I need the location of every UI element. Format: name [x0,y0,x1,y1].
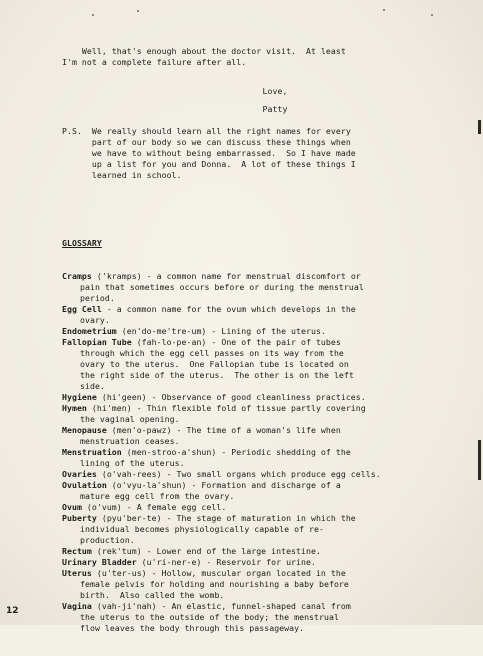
glossary-term: Hygiene [62,392,97,402]
glossary-term: Ovulation [62,480,107,490]
glossary-definition-line: birth. Also called the womb. [80,590,225,600]
glossary-term: Egg Cell [62,304,102,314]
glossary-definition-line: through which the egg cell passes on its way from the [80,348,344,358]
glossary-entry-first-line [62,271,462,282]
postscript-line: learned in school. [62,170,182,180]
glossary-entry-first-line [62,568,462,579]
glossary-definition-line: side. [80,381,105,391]
glossary-definition: (pyu'ber-te) - The stage of maturation in which the [96,513,356,523]
glossary-term: Uterus [62,568,92,578]
letter-closing: Love, [262,86,288,96]
glossary-entry [62,601,462,634]
glossary-definition: (en'do-me'tre-um) - Lining of the uterus. [116,326,326,336]
glossary-entries [62,271,462,634]
glossary-entry-first-line [62,425,462,436]
glossary-definition: (men'o-pawz) - The time of a woman's life when [106,425,341,435]
page-number: 12 [6,606,19,616]
glossary-entry-first-line [62,392,462,403]
glossary-entry-first-line [62,403,462,414]
glossary-entry [62,469,462,480]
glossary-definition: (u'ri-ner-e) - Reservoir for urine. [136,557,316,567]
letter-body [62,46,462,68]
glossary-entry [62,502,462,513]
glossary-entry [62,568,462,601]
glossary [62,216,462,656]
glossary-entry [62,326,462,337]
glossary-definition-line: individual becomes physiologically capable of re- [80,524,324,534]
glossary-definition-line: ovary. [80,315,110,325]
glossary-entry-first-line [62,447,462,458]
glossary-entry [62,392,462,403]
glossary-entry [62,557,462,568]
glossary-entry-first-line [62,304,462,315]
glossary-heading: GLOSSARY [62,238,102,248]
glossary-entry-first-line [62,326,462,337]
postscript-line: up a list for you and Donna. A lot of these things I [62,159,356,169]
glossary-definition-line: mature egg cell from the ovary. [80,491,235,501]
ink-speck [431,14,433,16]
glossary-definition: (hi'geen) - Observance of good cleanliness practices. [96,392,366,402]
glossary-entry-first-line [62,601,462,612]
glossary-entry-first-line [62,480,462,491]
glossary-entry [62,513,462,546]
glossary-term: Hymen [62,403,87,413]
letter-line: Well, that's enough about the doctor visit. At least [62,46,346,56]
glossary-entry-first-line [62,337,462,348]
glossary-definition: (o'vyu-la'shun) - Formation and discharge of a [106,480,341,490]
letter-line: I'm not a complete failure after all. [62,57,247,67]
edge-mark [478,440,481,480]
glossary-definition: (o'vah-rees) - Two small organs which produce egg cells. [96,469,381,479]
postscript-line: P.S. We really should learn all the right names for every [62,126,351,136]
glossary-term: Menstruation [62,447,122,457]
postscript-line: part of our body so we can discuss these things when [62,137,351,147]
glossary-definition-line: flow leaves the body through this passageway. [80,623,305,633]
glossary-term: Cramps [62,271,92,281]
glossary-term: Puberty [62,513,97,523]
glossary-definition-line: the vaginal opening. [80,414,180,424]
glossary-entry [62,447,462,469]
glossary-definition-line: lining of the uterus. [80,458,185,468]
glossary-term: Ovaries [62,469,97,479]
glossary-entry [62,425,462,447]
glossary-entry [62,546,462,557]
glossary-term: Menopause [62,425,107,435]
glossary-term: Ovum [62,502,82,512]
glossary-entry [62,403,462,425]
glossary-term: Rectum [62,546,92,556]
glossary-definition-line: the right side of the uterus. The other is on the left [80,370,354,380]
glossary-definition: (men-stroo-a'shun) - Periodic shedding of the [121,447,351,457]
glossary-definition: (u'ter-us) - Hollow, muscular organ located in the [91,568,346,578]
glossary-definition-line: period. [80,293,115,303]
glossary-entry-first-line [62,469,462,480]
glossary-entry-first-line [62,557,462,568]
glossary-definition-line: pain that sometimes occurs before or during the menstrual [80,282,364,292]
glossary-entry-first-line [62,502,462,513]
glossary-definition-line: female pelvis for holding and nourishing a baby before [80,579,349,589]
glossary-entry [62,337,462,392]
glossary-definition: ('kramps) - a common name for menstrual discomfort or [91,271,361,281]
glossary-term: Vagina [62,601,92,611]
glossary-entry [62,271,462,304]
glossary-entry [62,480,462,502]
glossary-definition: (vah-ji'nah) - An elastic, funnel-shaped canal from [91,601,351,611]
glossary-definition-line: menstruation ceases. [80,436,180,446]
glossary-definition-line: the uterus to the outside of the body; the menstrual [80,612,339,622]
glossary-term: Fallopian Tube [62,337,132,347]
glossary-entry-first-line [62,546,462,557]
glossary-definition: (hi'men) - Thin flexible fold of tissue partly covering [86,403,366,413]
edge-mark [478,120,481,134]
ink-speck [92,14,94,16]
glossary-term: Endometrium [62,326,117,336]
ink-speck [383,9,385,11]
glossary-definition: - a common name for the ovum which develops in the [101,304,356,314]
glossary-term: Urinary Bladder [62,557,137,567]
glossary-definition: (fah-lo-pe-an) - One of the pair of tubes [131,337,341,347]
letter-signature: Patty [262,104,288,114]
glossary-entry [62,304,462,326]
glossary-definition-line: production. [80,535,135,545]
postscript [62,126,462,181]
glossary-definition: (o'vum) - A female egg cell. [81,502,227,512]
glossary-definition-line: ovary to the uterus. One Fallopian tube is located on [80,359,349,369]
glossary-entry-first-line [62,513,462,524]
ink-speck [137,10,139,12]
glossary-definition: (rek'tum) - Lower end of the large intestine. [91,546,321,556]
postscript-line: we have to without being embarrassed. So I have made [62,148,356,158]
